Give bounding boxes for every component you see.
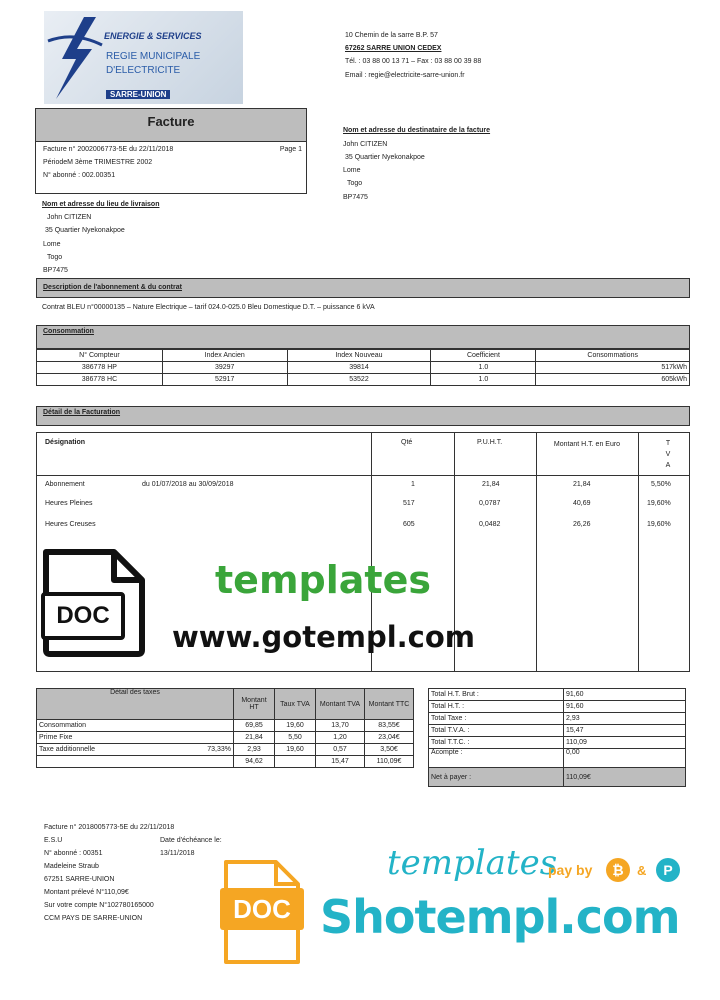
table-cell: 19,60 — [275, 744, 316, 756]
footer-account: Sur votre compte N°102780165000 — [44, 902, 154, 909]
net-payable-label: Net à payer : — [429, 768, 564, 787]
footer-amount: Montant prélevé N°110,09€ — [44, 889, 129, 896]
table-row — [37, 362, 690, 374]
contract-heading: Description de l'abonnement & du contrat — [36, 278, 690, 298]
table-header-row — [37, 350, 690, 362]
net-payable-value: 110,09€ — [564, 768, 686, 787]
table-header-row — [37, 689, 414, 720]
doc-file-icon — [38, 546, 148, 658]
bitcoin-icon: ₿ — [606, 858, 630, 882]
table-cell: 386778 HC — [37, 374, 163, 386]
brand-amp: & — [637, 863, 647, 878]
table-cell: 5,50 — [275, 732, 316, 744]
watermark-url: www.gotempl.com — [172, 620, 476, 654]
table-cell — [171, 720, 234, 732]
consumption-table — [36, 349, 690, 386]
recipient-line: BP7475 — [343, 194, 368, 201]
table-cell: 13,70 — [316, 720, 365, 732]
footer-due-date: 13/11/2018 — [160, 850, 195, 857]
table-cell: Prime Fixe — [37, 732, 171, 744]
delivery-heading: Nom et adresse du lieu de livraison — [42, 201, 160, 208]
billing-row-qty: 1 — [411, 481, 415, 488]
delivery-line: John CITIZEN — [47, 214, 92, 221]
billing-row-label: Heures Pleines — [45, 500, 93, 507]
summary-label: Total T.T.C. : — [429, 737, 564, 749]
billing-row-label: Heures Creuses — [45, 521, 96, 528]
invoice-header-box — [35, 108, 307, 194]
delivery-line: Togo — [47, 254, 63, 261]
sender-email: Email : regie@electricite-sarre-union.fr — [345, 72, 465, 79]
table-cell: 517kWh — [536, 362, 690, 374]
summary-label: Total H.T. : — [429, 701, 564, 713]
table-cell: 1.0 — [431, 374, 536, 386]
summary-label: Total Taxe : — [429, 713, 564, 725]
column-header: Montant TVA — [316, 689, 365, 720]
sender-address: 10 Chemin de la sarre B.P. 57 — [345, 32, 438, 39]
table-cell: 52917 — [162, 374, 287, 386]
sender-city: 67262 SARRE UNION CEDEX — [345, 45, 442, 52]
table-row — [37, 374, 690, 386]
recipient-line: Togo — [347, 180, 363, 187]
table-row — [429, 737, 686, 749]
delivery-line: BP7475 — [43, 267, 68, 274]
column-header: Qté — [401, 439, 413, 446]
table-total-row — [37, 756, 414, 768]
billing-row-amount: 21,84 — [573, 481, 591, 488]
footer-esu: E.S.U — [44, 837, 63, 844]
summary-value: 2,93 — [564, 713, 686, 725]
table-row — [429, 689, 686, 701]
column-header: Montant TTC — [365, 689, 414, 720]
invoice-page: Page 1 — [279, 146, 302, 153]
footer-invoice: Facture n° 2018005773-5E du 22/11/2018 — [44, 824, 175, 831]
table-cell: 53522 — [287, 374, 431, 386]
table-cell: 0,57 — [316, 744, 365, 756]
doc-icon-label: DOC — [220, 888, 304, 930]
summary-value: 91,60 — [564, 701, 686, 713]
column-header: P.U.H.T. — [477, 439, 503, 446]
billing-heading: Détail de la Facturation — [36, 406, 690, 426]
column-header: N° Compteur — [37, 350, 163, 362]
net-payable-row — [429, 768, 686, 787]
invoice-subscriber: N° abonné : 002.00351 — [43, 172, 116, 179]
sender-phone: Tél. : 03 88 00 13 71 – Fax : 03 88 00 39 88 — [345, 58, 482, 65]
table-cell: Taxe additionnelle — [37, 744, 171, 756]
consumption-heading: Consommation — [36, 325, 690, 349]
logo-line-4: SARRE-UNION — [106, 90, 170, 99]
table-cell: 3,50€ — [365, 744, 414, 756]
summary-label: Total H.T. Brut : — [429, 689, 564, 701]
doc-icon-label: DOC — [41, 592, 125, 640]
table-cell — [171, 732, 234, 744]
summary-label: Total T.V.A. : — [429, 725, 564, 737]
table-row — [37, 720, 414, 732]
column-header: Montant HT — [234, 689, 275, 720]
company-logo — [44, 11, 243, 104]
billing-row-unit: 0,0482 — [479, 521, 501, 528]
table-row — [429, 725, 686, 737]
column-header: Détail des taxes — [37, 689, 234, 720]
table-cell: 110,09€ — [365, 756, 414, 768]
footer-name: Madeleine Straub — [44, 863, 99, 870]
billing-row-qty: 605 — [403, 521, 415, 528]
table-cell: 83,55€ — [365, 720, 414, 732]
summary-value: 110,09 — [564, 737, 686, 749]
table-cell: 73,33% — [171, 744, 234, 756]
table-cell: Consommation — [37, 720, 171, 732]
table-row — [37, 744, 414, 756]
table-row — [429, 701, 686, 713]
table-cell: 21,84 — [234, 732, 275, 744]
brand-shotempl: Shotempl.com — [320, 890, 680, 944]
table-cell: 39814 — [287, 362, 431, 374]
billing-row-qty: 517 — [403, 500, 415, 507]
table-cell: 386778 HP — [37, 362, 163, 374]
billing-row-period: du 01/07/2018 au 30/09/2018 — [142, 481, 234, 488]
column-header: Montant H.T. en Euro — [553, 441, 621, 448]
table-row — [429, 749, 686, 768]
billing-row-tva: 19,60% — [647, 521, 671, 528]
column-header: T V A — [665, 440, 671, 469]
delivery-line: Lome — [43, 241, 61, 248]
billing-row-unit: 0,0787 — [479, 500, 501, 507]
column-header: Index Ancien — [162, 350, 287, 362]
logo-line-1: ENERGIE & SERVICES — [104, 31, 202, 41]
column-header: Index Nouveau — [287, 350, 431, 362]
recipient-heading: Nom et adresse du destinataire de la facture — [343, 127, 491, 134]
billing-row-unit: 21,84 — [482, 481, 500, 488]
column-header: Désignation — [45, 439, 86, 446]
billing-row-amount: 40,69 — [573, 500, 591, 507]
recipient-line: 35 Quartier Nyekonakpoe — [345, 154, 425, 161]
table-row — [37, 732, 414, 744]
recipient-line: John CITIZEN — [343, 141, 388, 148]
footer-city: 67251 SARRE-UNION — [44, 876, 115, 883]
billing-row-tva: 19,60% — [647, 500, 671, 507]
delivery-line: 35 Quartier Nyekonakpoe — [45, 227, 125, 234]
footer-subscriber: N° abonné : 00351 — [44, 850, 103, 857]
column-header: Taux TVA — [275, 689, 316, 720]
billing-row-amount: 26,26 — [573, 521, 591, 528]
column-header: Consommations — [536, 350, 690, 362]
logo-line-2: REGIE MUNICIPALE — [106, 51, 201, 62]
summary-table — [428, 688, 686, 787]
table-cell: 94,62 — [234, 756, 275, 768]
table-row — [429, 713, 686, 725]
table-cell: 1.0 — [431, 362, 536, 374]
billing-row-tva: 5,50% — [651, 481, 671, 488]
table-cell: 23,04€ — [365, 732, 414, 744]
table-cell: 39297 — [162, 362, 287, 374]
summary-value: 15,47 — [564, 725, 686, 737]
table-cell: 605kWh — [536, 374, 690, 386]
logo-line-3: D'ELECTRICITE — [106, 65, 181, 76]
table-cell: 19,60 — [275, 720, 316, 732]
footer-due-label: Date d'échéance le: — [160, 837, 222, 844]
recipient-line: Lome — [343, 167, 361, 174]
contract-text: Contrat BLEU n°00000135 – Nature Electrique – tarif 024.0-025.0 Bleu Domestique D.T. – puissance 6 kVA — [42, 304, 375, 311]
column-header: Coefficient — [431, 350, 536, 362]
tax-table — [36, 688, 414, 768]
billing-row-label: Abonnement — [45, 481, 85, 488]
table-cell: 69,85 — [234, 720, 275, 732]
lightning-bolt-icon — [44, 11, 114, 104]
watermark-templates: templates — [215, 558, 431, 602]
summary-value: 0,00 — [564, 749, 686, 768]
invoice-period: PériodeM 3ème TRIMESTRE 2002 — [43, 159, 153, 166]
summary-value: 91,60 — [564, 689, 686, 701]
invoice-number: Facture n° 2002006773-5E du 22/11/2018 — [43, 146, 174, 153]
brand-templates: templates — [387, 843, 558, 883]
table-cell: 1,20 — [316, 732, 365, 744]
summary-label: Acompte : — [429, 749, 564, 768]
orange-doc-icon — [222, 858, 302, 966]
footer-bank: CCM PAYS DE SARRE-UNION — [44, 915, 143, 922]
table-cell: 15,47 — [316, 756, 365, 768]
paypal-icon: P — [656, 858, 680, 882]
table-cell: 2,93 — [234, 744, 275, 756]
invoice-title: Facture — [36, 109, 306, 142]
brand-pay-by: pay by — [548, 862, 593, 878]
